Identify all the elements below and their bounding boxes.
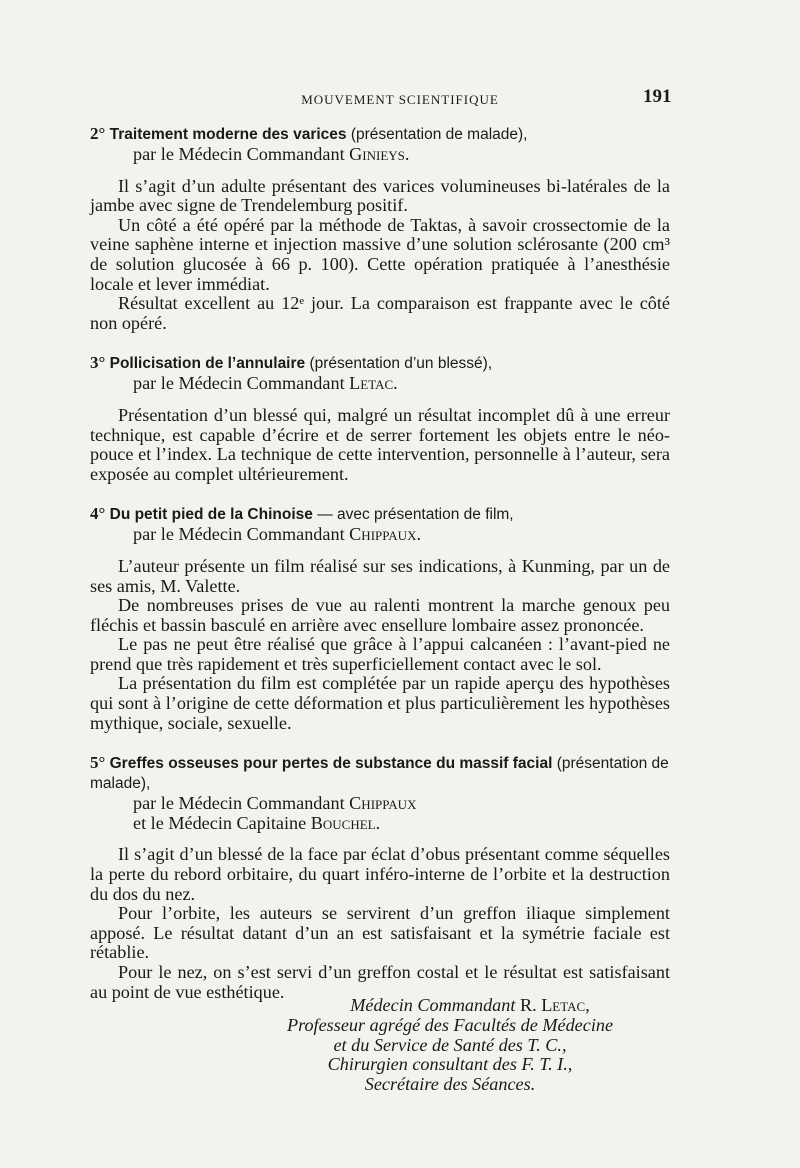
running-title: MOUVEMENT SCIENTIFIQUE xyxy=(301,92,499,107)
section-subtitle: (présentation d’un blessé), xyxy=(309,355,493,373)
coauthor-line xyxy=(133,814,670,834)
section-title: Du petit pied de la Chinoise xyxy=(109,506,313,524)
author-name: Ginieys. xyxy=(349,144,410,164)
paragraph: De nombreuses prises de vue au ralenti montrent la marche genoux peu fléchis et bassin basculé en arrière avec ensellure lombaire assez prononcée. xyxy=(90,595,670,635)
section-number: 5° xyxy=(90,753,106,773)
paragraph: Présentation d’un blessé qui, malgré un résultat incomplet dû à une erreur technique, est capable d’écrire et de serrer fortement les objets entre le néo-pouce et l’index. La technique de cette intervention, personnelle à l’auteur, sera exposée au complet ultérieurement. xyxy=(90,404,670,484)
section-number: 2° xyxy=(90,124,106,143)
author-prefix: par le Médecin Commandant xyxy=(133,524,345,545)
author-prefix: par le Médecin Commandant xyxy=(133,793,345,814)
author-name: Chippaux xyxy=(349,793,417,814)
signature-surname: Letac, xyxy=(541,995,590,1015)
article-body xyxy=(90,124,670,1002)
page-number: 191 xyxy=(643,86,672,107)
section-number: 3° xyxy=(90,353,106,373)
signature-line: et du Service de Santé des T. C., xyxy=(333,1034,567,1055)
paragraph: La présentation du film est complétée par un rapide aperçu des hypothèses qui sont à l’origine de cette déformation et plus particulièrement les hypothèses mythique, sociale, sexuelle. xyxy=(90,673,670,733)
section-title: Greffes osseuses pour pertes de substance du massif facial xyxy=(109,755,553,773)
paragraph: Pour l’orbite, les auteurs se servirent d’un greffon iliaque simplement apposé. Le résultat datant d’un an est satisfaisant et la symétrie faciale est rétablie. xyxy=(90,903,670,963)
author-prefix: par le Médecin Commandant xyxy=(133,373,345,394)
paragraph: Un côté a été opéré par la méthode de Taktas, à savoir crossectomie de la veine saphène interne et injection massive d’une solution sclérosante (200 cm³ de solution glucosée à 66 p. 100). Cette opération pratiquée à l’anesthésie locale et lever immédiat. xyxy=(90,214,670,294)
section-3 xyxy=(90,353,670,484)
author-name: Letac. xyxy=(349,373,398,394)
coauthor-name: Bouchel. xyxy=(310,812,381,833)
section-title: Pollicisation de l’annulaire xyxy=(109,355,306,373)
section-5 xyxy=(90,753,670,1002)
paragraph: Il s’agit d’un blessé de la face par éclat d’obus présentant comme séquelles la perte du rebord orbitaire, du quart inféro-interne de l’orbite et la destruction du dos du nez. xyxy=(90,844,670,904)
author-line xyxy=(133,374,670,394)
section-title: Traitement moderne des varices xyxy=(109,126,347,143)
author-line xyxy=(133,525,670,545)
signature-line: Chirurgien consultant des F. T. I., xyxy=(327,1054,573,1075)
section-subtitle: — avec présentation de film, xyxy=(317,506,514,524)
paragraph: Pour le nez, on s’est servi d’un greffon costal et le résultat est satisfaisant au point de vue esthétique. xyxy=(90,962,670,1002)
section-2 xyxy=(90,124,670,333)
author-line xyxy=(133,145,670,165)
author-prefix: par le Médecin Commandant xyxy=(133,144,345,164)
paragraph: Résultat excellent au 12ᵉ jour. La comparaison est frappante avec le côté non opéré. xyxy=(90,293,670,333)
section-subtitle: (présentation de malade), xyxy=(350,126,528,143)
paragraph: Le pas ne peut être réalisé que grâce à l’appui calcanéen : l’avant-pied ne prend que très rapidement et très superficiellement contact avec le sol. xyxy=(90,634,670,674)
signature-line: Secrétaire des Séances. xyxy=(364,1074,536,1095)
signature-line: Professeur agrégé des Facultés de Médecine xyxy=(286,1014,614,1035)
section-4 xyxy=(90,504,670,733)
author-name: Chippaux. xyxy=(349,524,421,545)
section-subtitle: (présentation de malade), xyxy=(90,755,669,793)
signature-block xyxy=(230,996,670,1095)
coauthor-prefix: et le Médecin Capitaine xyxy=(133,812,307,833)
section-heading xyxy=(90,753,670,794)
section-heading xyxy=(90,504,670,525)
section-heading xyxy=(90,353,670,374)
author-line xyxy=(133,794,670,814)
paragraph: L’auteur présente un film réalisé sur ses indications, à Kunming, par un de ses amis, M. Valette. xyxy=(90,555,670,596)
signature-name xyxy=(270,996,670,1016)
signature-initial: R. xyxy=(519,995,537,1015)
section-heading xyxy=(90,124,670,145)
section-number: 4° xyxy=(90,504,106,524)
paragraph: Il s’agit d’un adulte présentant des varices volumineuses bi-latérales de la jambe avec signe de Trendelemburg positif. xyxy=(90,175,670,216)
signature-title: Médecin Commandant xyxy=(350,995,516,1015)
